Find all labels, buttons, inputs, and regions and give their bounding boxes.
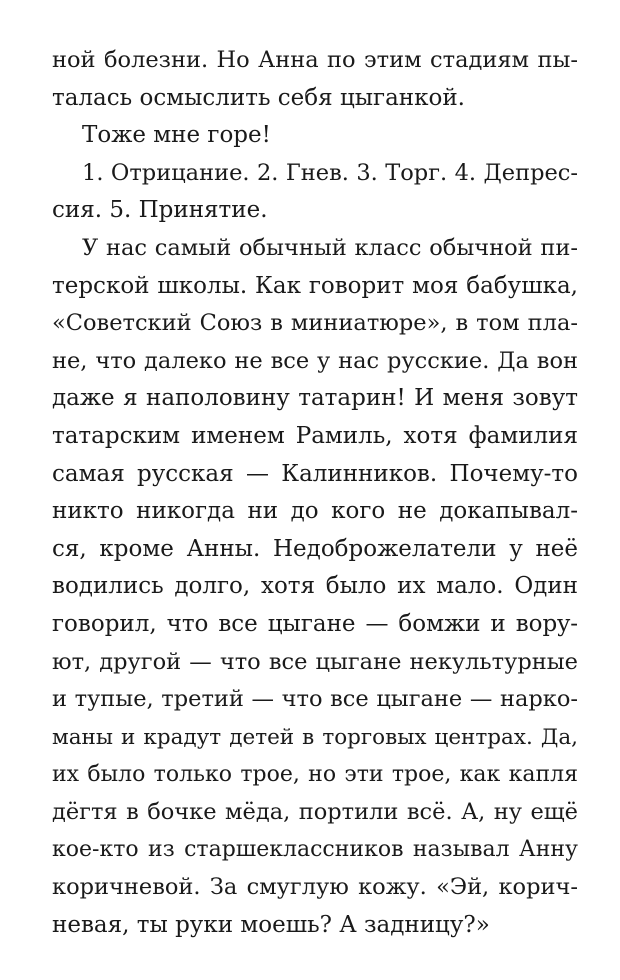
- text-line: говорил, что все цыгане — бомжи и ворy-: [52, 610, 578, 637]
- text-line: коричневой. За смуглую кожу. «Эй, корич-: [52, 874, 578, 901]
- text-line: терской школы. Как говорит моя бабушка,: [52, 272, 578, 299]
- text-line: даже я наполовину татарин! И меня зовут: [52, 385, 578, 412]
- text-line: татарским именем Рамиль, хотя фамилия: [52, 422, 578, 449]
- text-line: Тоже мне горе!: [82, 122, 271, 149]
- text-line: их было только трое, но эти трое, как капля: [52, 762, 578, 788]
- text-line: дёгтя в бочке мёда, портили всё. А, ну ещё: [52, 798, 578, 825]
- text-line: и тупые, третий — что все цыгане — нарко-: [52, 686, 578, 713]
- text-line: кое-кто из старшеклассников называл Анну: [52, 837, 578, 863]
- text-line: никто никогда ни до кого не докапывал-: [52, 498, 578, 525]
- text-line: маны и крадут детей в торговых центрах. Да,: [52, 724, 578, 750]
- text-line: самая русская — Калинников. Почему-то: [52, 460, 578, 487]
- text-line: не, что далеко не все у нас русские. Да вон: [52, 347, 578, 374]
- text-line: 1. Отрицание. 2. Гнев. 3. Торг. 4. Депрес-: [82, 159, 578, 186]
- text-line: У нас самый обычный класс обычной пи-: [82, 234, 578, 261]
- text-line: «Советский Союз в миниатюре», в том пла-: [52, 310, 578, 337]
- text-line: водились долго, хотя было их мало. Один: [52, 573, 578, 600]
- text-line: ной болезни. Но Анна по этим стадиям пы-: [52, 47, 578, 73]
- text-line: талась осмыслить себя цыганкой.: [52, 84, 465, 111]
- text-line: ют, другой — что все цыгане некультурные: [52, 648, 578, 675]
- text-line: невая, ты руки моешь? А задницу?»: [52, 911, 490, 938]
- text-line: сия. 5. Принятие.: [52, 197, 268, 224]
- text-line: ся, кроме Анны. Недоброжелатели у неё: [52, 535, 578, 562]
- book-page: [52, 42, 578, 944]
